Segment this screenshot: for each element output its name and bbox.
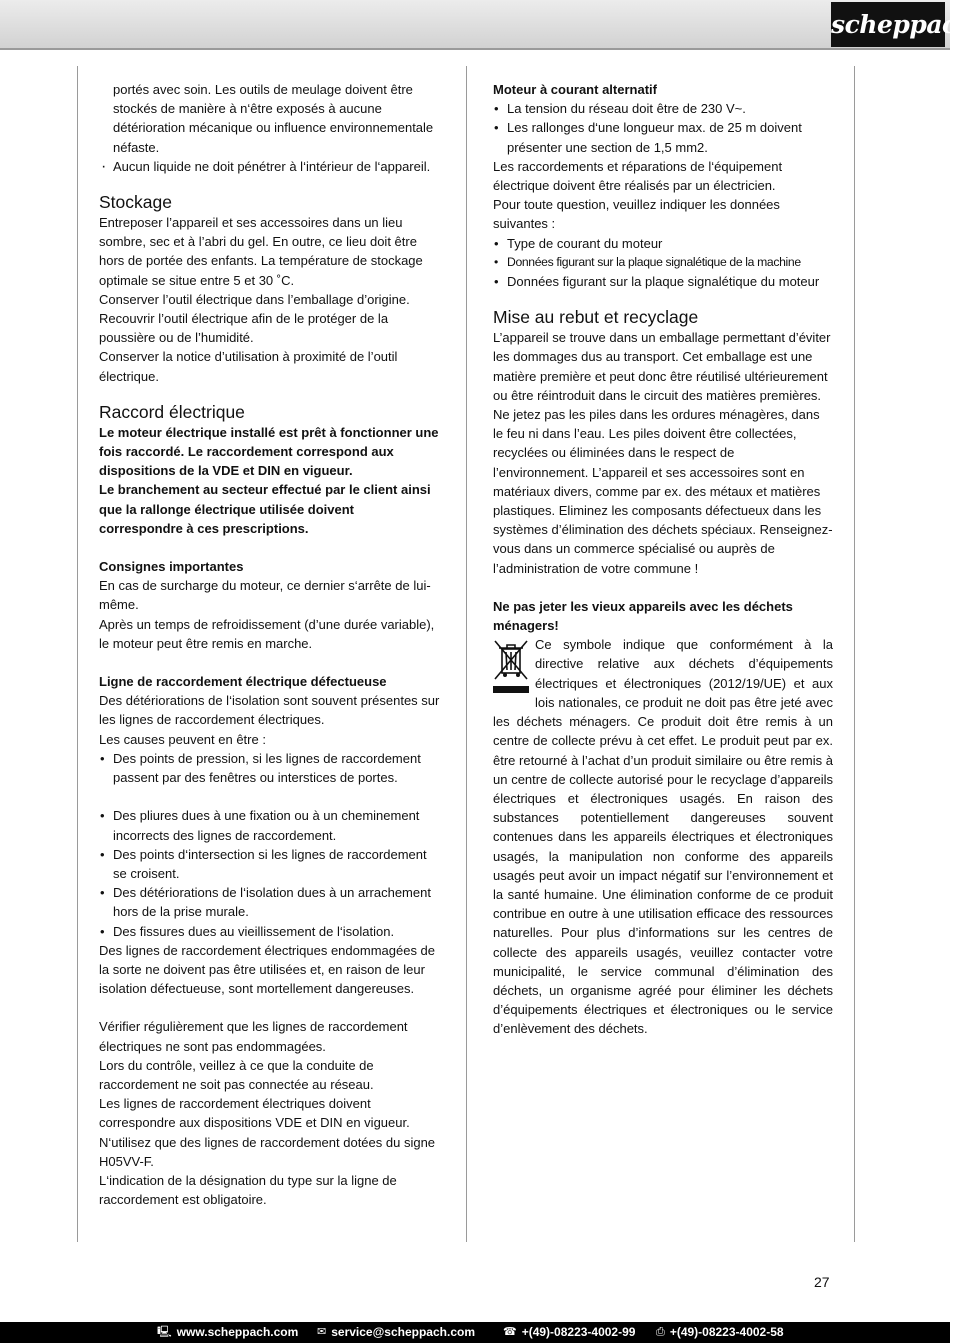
moteur-paragraph: Pour toute question, veuillez indiquer les données suivantes : bbox=[493, 197, 780, 232]
stockage-paragraph: Conserver la notice d’utilisation à proximité de l’outil électrique. bbox=[99, 349, 398, 384]
list-item: • Des points de pression, si les lignes de raccordement passent par des fenêtres ou interstices de portes. bbox=[99, 749, 441, 787]
verify-paragraph: L‘indication de la désignation du type sur la ligne de raccordement est obligatoire. bbox=[99, 1172, 397, 1208]
raccord-bold-paragraph: Le branchement au secteur effectué par le client ainsi que la rallonge électrique utilisée doivent correspondre à ces prescriptions. bbox=[99, 482, 431, 536]
stockage-paragraph: Conserver l’outil électrique dans l’emballage d’origine. bbox=[99, 291, 410, 307]
crossed-bin-icon bbox=[491, 637, 531, 695]
weee-block bbox=[493, 635, 833, 1038]
website-link[interactable]: www.scheppach.com bbox=[176, 1325, 299, 1339]
ligne-danger-paragraph: Des lignes de raccordement électriques endommagées de la sorte ne doivent pas être utilisées et, en raison de leur isolation défectueuse, sont mortellement dangereuses. bbox=[99, 942, 436, 997]
list-item: • Des fissures dues au vieillissement de l‘isolation. bbox=[99, 922, 441, 941]
intro-bullet: · Aucun liquide ne doit pénétrer à l‘intérieur de l‘appareil. bbox=[99, 157, 441, 176]
phone-icon: ☎ bbox=[503, 1326, 517, 1338]
stockage-heading: Stockage bbox=[99, 192, 172, 213]
list-item: • Les rallonges d‘une longueur max. de 25 m doivent présenter une section de 1,5 mm2. bbox=[493, 118, 833, 156]
footer-email[interactable] bbox=[317, 1322, 475, 1343]
raccord-heading: Raccord électrique bbox=[99, 401, 245, 422]
column-rule-middle bbox=[466, 66, 467, 1242]
list-item: • La tension du réseau doit être de 230 V~. bbox=[493, 99, 833, 118]
raccord-bold-paragraph: Le moteur électrique installé est prêt à fonctionner une fois raccordé. Le raccordement correspond aux dispositions de la VDE et DIN en vigueur. bbox=[99, 424, 439, 479]
right-column bbox=[493, 80, 833, 1039]
list-item: • Des détériorations de l‘isolation dues à un arrachement hors de la prise murale. bbox=[99, 883, 441, 921]
verify-paragraph: Vérifier régulièrement que les lignes de raccordement électriques ne sont pas endommagées. bbox=[99, 1019, 408, 1054]
email-link[interactable]: service@scheppach.com bbox=[331, 1325, 475, 1339]
rebut-paragraph: L’appareil se trouve dans un emballage permettant d’éviter les dommages dus au transport. Cet emballage est une matière première et peut donc être réutilisé ultérieurement ou être réintroduit dans le circuit des matières premières. Ne jetez pas les piles dans les ordures ménagères, dans le feu ni dans l’eau. Les piles doivent être collectées, recyclées ou éliminées dans le respect de l’environnement. L’appareil et ses accessoires sont en matériaux divers, comme par ex. des métaux et matières plastiques. Eliminez les composants défectueux dans les systèmes d’élimination des déchets spéciaux. Renseignez-vous dans un commerce spécialisé ou auprès de l’administration de votre commune ! bbox=[493, 330, 833, 576]
consignes-heading: Consignes importantes bbox=[99, 559, 244, 575]
ligne-paragraph: Les causes peuvent en être : bbox=[99, 731, 266, 747]
list-item: • Type de courant du moteur bbox=[493, 234, 833, 253]
column-rule-left bbox=[77, 66, 78, 1242]
header-bar bbox=[0, 0, 974, 50]
moteur-paragraph: Les raccordements et réparations de l‘équipement électrique doivent être réalisés par un électricien. bbox=[493, 158, 783, 194]
email-icon: ✉ bbox=[317, 1326, 327, 1338]
donnees-list bbox=[493, 234, 833, 292]
phone-number: +(49)-08223-4002-99 bbox=[521, 1325, 636, 1339]
scheppach-logo: scheppach bbox=[831, 2, 945, 47]
verify-paragraph: N‘utilisez que des lignes de raccordement dotées du signe H05VV-F. bbox=[99, 1134, 436, 1169]
fax-number: +(49)-08223-4002-58 bbox=[669, 1325, 784, 1339]
verify-paragraph: Les lignes de raccordement électriques doivent correspondre aux dispositions VDE et DIN en vigueur. bbox=[99, 1096, 410, 1131]
intro-continuation: portés avec soin. Les outils de meulage doivent être stockés de manière à n‘être exposés à aucune détérioration mécanique ou influence environnementale néfaste. bbox=[113, 82, 434, 155]
left-column bbox=[99, 80, 441, 1209]
footer-bar bbox=[0, 1322, 950, 1343]
list-item: • Des points d‘intersection si les lignes de raccordement se croisent. bbox=[99, 845, 441, 883]
moteur-heading: Moteur à courant alternatif bbox=[493, 82, 657, 97]
stockage-paragraph: Entreposer l’appareil et ses accessoires dans un lieu sombre, sec et à l’abri du gel. En outre, ce lieu doit être hors de portée des enfants. La température de stockage optimale se situe entre 5 et 30 ˚C. bbox=[99, 215, 423, 288]
fax-icon: ⎙ bbox=[656, 1326, 665, 1338]
verify-paragraph: Lors du contrôle, veillez à ce que la conduite de raccordement ne soit pas connectée au réseau. bbox=[99, 1057, 374, 1092]
list-item: • Données figurant sur la plaque signalétique de la machine bbox=[493, 253, 833, 272]
rebut-heading: Mise au rebut et recyclage bbox=[493, 307, 699, 328]
footer-fax bbox=[656, 1322, 784, 1343]
consignes-paragraph: En cas de surcharge du moteur, ce dernier s‘arrête de lui-même. bbox=[99, 578, 431, 613]
footer-phone bbox=[503, 1322, 635, 1343]
intro-list bbox=[99, 157, 441, 176]
ligne-paragraph: Des détériorations de l‘isolation sont souvent présentes sur les lignes de raccordement électriques. bbox=[99, 693, 440, 728]
ligne-causes-list-continued bbox=[99, 806, 441, 940]
footer-website[interactable] bbox=[157, 1322, 298, 1343]
moteur-list bbox=[493, 99, 833, 157]
weee-paragraph: Ce symbole indique que conformément à la directive relative aux déchets d’équipements électriques et électroniques (2012/19/UE) et aux lois nationales, ce produit ne doit pas être jeté avec les déchets ménagers. Ce produit doit être remis à un centre de collecte prévu à cet effet. Le produit peut par ex. être retourné à l’achat d’un produit similaire ou être remis à un centre de collecte autorisé pour le recyclage d’appareils électriques et électroniques usagés. En raison des substances potentiellement dangereuses souvent contenues dans les appareils électriques et électroniques usagés, la manipulation non conforme des appareils usagés peut avoir un impact négatif sur l’environnement et la santé humaine. Une élimination conforme de ce produit contribue en outre à une utilisation efficace des ressources naturelles. Pour plus d’informations sur les centres de collecte des appareils usagés, veuillez contacter votre municipalité, le service communal d’élimination des déchets, un organisme agréé pour éliminer les déchets d’équipements électriques et électroniques ou le service d’enlèvement des déchets. bbox=[493, 637, 833, 1037]
consignes-paragraph: Après un temps de refroidissement (d’une durée variable), le moteur peut être remis en marche. bbox=[99, 616, 435, 651]
list-item: • Données figurant sur la plaque signalétique du moteur bbox=[493, 272, 833, 291]
column-rule-right bbox=[854, 66, 855, 1242]
stockage-paragraph: Recouvrir l’outil électrique afin de le protéger de la poussière ou de l’humidité. bbox=[99, 311, 389, 346]
computer-icon: 🖳 bbox=[157, 1326, 172, 1338]
list-item: • Des pliures dues à une fixation ou à un cheminement incorrects des lignes de raccordement. bbox=[99, 806, 441, 844]
ligne-heading: Ligne de raccordement électrique défectueuse bbox=[99, 674, 387, 690]
ligne-causes-list bbox=[99, 749, 441, 787]
weee-heading: Ne pas jeter les vieux appareils avec les déchets ménagers! bbox=[493, 598, 793, 634]
page-number: 27 bbox=[814, 1274, 830, 1290]
